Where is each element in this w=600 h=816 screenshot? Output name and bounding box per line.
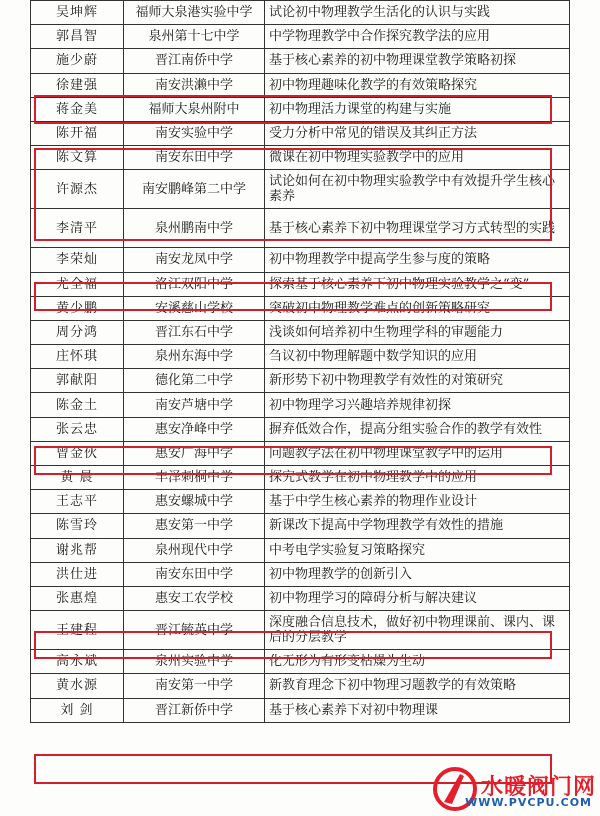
table-row [31, 1, 570, 25]
school-cell: 南安实验中学 [124, 121, 265, 145]
site-watermark [430, 760, 600, 816]
table-row [31, 698, 570, 722]
topic-cell: 初中物理活力课堂的构建与实施 [265, 97, 570, 121]
school-cell: 晋江毓英中学 [124, 611, 265, 650]
name-cell: 吴坤辉 [31, 1, 124, 25]
name-cell: 黄 晨 [31, 466, 124, 490]
name-cell: 郭献阳 [31, 369, 124, 393]
name-cell: 陈文算 [31, 146, 124, 170]
school-cell: 德化第二中学 [124, 369, 265, 393]
topic-cell: 基于中学生核心素养的物理作业设计 [265, 490, 570, 514]
school-cell: 南安第一中学 [124, 674, 265, 698]
school-cell: 泉州东海中学 [124, 345, 265, 369]
topic-cell: 试论初中物理教学生活化的认识与实践 [265, 1, 570, 25]
watermark-text: 水暖阀门网 [480, 775, 596, 800]
table-row [31, 49, 570, 73]
name-cell: 王志平 [31, 490, 124, 514]
name-cell: 庄怀琪 [31, 345, 124, 369]
school-cell: 惠安工农学校 [124, 586, 265, 610]
table-row [31, 146, 570, 170]
table-row [31, 73, 570, 97]
name-cell: 尤全福 [31, 272, 124, 296]
topic-cell: 初中物理教学中提高学生参与度的策略 [265, 248, 570, 272]
school-cell: 安溪慈山学校 [124, 296, 265, 320]
school-cell: 晋江南侨中学 [124, 49, 265, 73]
topic-cell: 浅谈如何培养初中生物理学科的审题能力 [265, 320, 570, 344]
topic-cell: 新教育理念下初中物理习题教学的有效策略 [265, 674, 570, 698]
topic-cell: 新形势下初中物理教学有效性的对策研究 [265, 369, 570, 393]
table-row [31, 441, 570, 465]
topic-cell: 中学物理教学中合作探究教学法的应用 [265, 25, 570, 49]
school-cell: 泉州实验中学 [124, 650, 265, 674]
school-cell: 南安洪濑中学 [124, 73, 265, 97]
table-row [31, 296, 570, 320]
table-row [31, 586, 570, 610]
table-row [31, 611, 570, 650]
school-cell: 泉州第十七中学 [124, 25, 265, 49]
topic-cell: 摒弃低效合作，提高分组实验合作的教学有效性 [265, 417, 570, 441]
paper-list-table [30, 0, 570, 723]
table-row [31, 248, 570, 272]
school-cell: 福师大泉州附中 [124, 97, 265, 121]
table-row [31, 514, 570, 538]
name-cell: 许源杰 [31, 170, 124, 209]
name-cell: 李清平 [31, 209, 124, 248]
school-cell: 泉州鹏南中学 [124, 209, 265, 248]
name-cell: 洪仕进 [31, 562, 124, 586]
name-cell: 黄少鹏 [31, 296, 124, 320]
name-cell: 施少蔚 [31, 49, 124, 73]
topic-cell: 基于核心素养下对初中物理课 [265, 698, 570, 722]
school-cell: 福师大泉港实验中学 [124, 1, 265, 25]
name-cell: 陈雪玲 [31, 514, 124, 538]
school-cell: 惠安净峰中学 [124, 417, 265, 441]
topic-cell: 刍议初中物理解题中数学知识的应用 [265, 345, 570, 369]
table-row [31, 562, 570, 586]
table-row [31, 466, 570, 490]
watermark-url: WWW.PVCPU.COM [465, 796, 592, 809]
topic-cell: 初中物理趣味化教学的有效策略探究 [265, 73, 570, 97]
name-cell: 张惠煌 [31, 586, 124, 610]
topic-cell: 初中物理学习兴趣培养规律初探 [265, 393, 570, 417]
school-cell: 晋江东石中学 [124, 320, 265, 344]
topic-cell: 基于核心素养的初中物理课堂教学策略初探 [265, 49, 570, 73]
name-cell: 郭昌智 [31, 25, 124, 49]
topic-cell: 基于核心素养下初中物理课堂学习方式转型的实践 [265, 209, 570, 248]
topic-cell: 中考电学实验复习策略探究 [265, 538, 570, 562]
table-row [31, 650, 570, 674]
school-cell: 惠安广海中学 [124, 441, 265, 465]
school-cell: 南安东田中学 [124, 562, 265, 586]
name-cell: 徐建强 [31, 73, 124, 97]
name-cell: 陈金土 [31, 393, 124, 417]
name-cell: 陈开福 [31, 121, 124, 145]
table-row [31, 97, 570, 121]
school-cell: 丰泽刺桐中学 [124, 466, 265, 490]
table-row [31, 369, 570, 393]
topic-cell: 突破初中物理教学难点的创新策略研究 [265, 296, 570, 320]
topic-cell: 受力分析中常见的错误及其纠正方法 [265, 121, 570, 145]
table-row [31, 345, 570, 369]
school-cell: 惠安第一中学 [124, 514, 265, 538]
name-cell: 谢兆帮 [31, 538, 124, 562]
table-row [31, 25, 570, 49]
topic-cell: 深度融合信息技术，做好初中物理课前、课内、课后的分层教学 [265, 611, 570, 650]
school-cell: 南安芦塘中学 [124, 393, 265, 417]
table-row [31, 393, 570, 417]
topic-cell: 试论如何在初中物理实验教学中有效提升学生核心素养 [265, 170, 570, 209]
table-row [31, 320, 570, 344]
topic-cell: 初中物理教学的创新引入 [265, 562, 570, 586]
school-cell: 惠安螺城中学 [124, 490, 265, 514]
table-row [31, 272, 570, 296]
school-cell: 南安东田中学 [124, 146, 265, 170]
school-cell: 泉州现代中学 [124, 538, 265, 562]
name-cell: 李荣灿 [31, 248, 124, 272]
name-cell: 蒋金美 [31, 97, 124, 121]
table-row [31, 538, 570, 562]
table-row [31, 674, 570, 698]
school-cell: 晋江新侨中学 [124, 698, 265, 722]
topic-cell: 探索基于核心素养下初中物理实验教学之“变” [265, 272, 570, 296]
name-cell: 刘 剑 [31, 698, 124, 722]
name-cell: 黄水源 [31, 674, 124, 698]
topic-cell: 探究式教学在初中物理教学中的应用 [265, 466, 570, 490]
table-row [31, 209, 570, 248]
topic-cell: 初中物理学习的障碍分析与解决建议 [265, 586, 570, 610]
topic-cell: 新课改下提高中学物理教学有效性的措施 [265, 514, 570, 538]
table-row [31, 490, 570, 514]
name-cell: 张云忠 [31, 417, 124, 441]
table-row [31, 417, 570, 441]
table-row [31, 121, 570, 145]
name-cell: 王建程 [31, 611, 124, 650]
name-cell: 周分鸿 [31, 320, 124, 344]
topic-cell: 化无形为有形变枯燥为生动 [265, 650, 570, 674]
topic-cell: 问题教学法在初中物理课堂教学中的运用 [265, 441, 570, 465]
name-cell: 高永斌 [31, 650, 124, 674]
school-cell: 洛江双阳中学 [124, 272, 265, 296]
name-cell: 曾金伙 [31, 441, 124, 465]
school-cell: 南安鹏峰第二中学 [124, 170, 265, 209]
table-row [31, 170, 570, 209]
school-cell: 南安龙凤中学 [124, 248, 265, 272]
results-sheet [30, 0, 570, 723]
topic-cell: 微课在初中物理实验教学中的应用 [265, 146, 570, 170]
